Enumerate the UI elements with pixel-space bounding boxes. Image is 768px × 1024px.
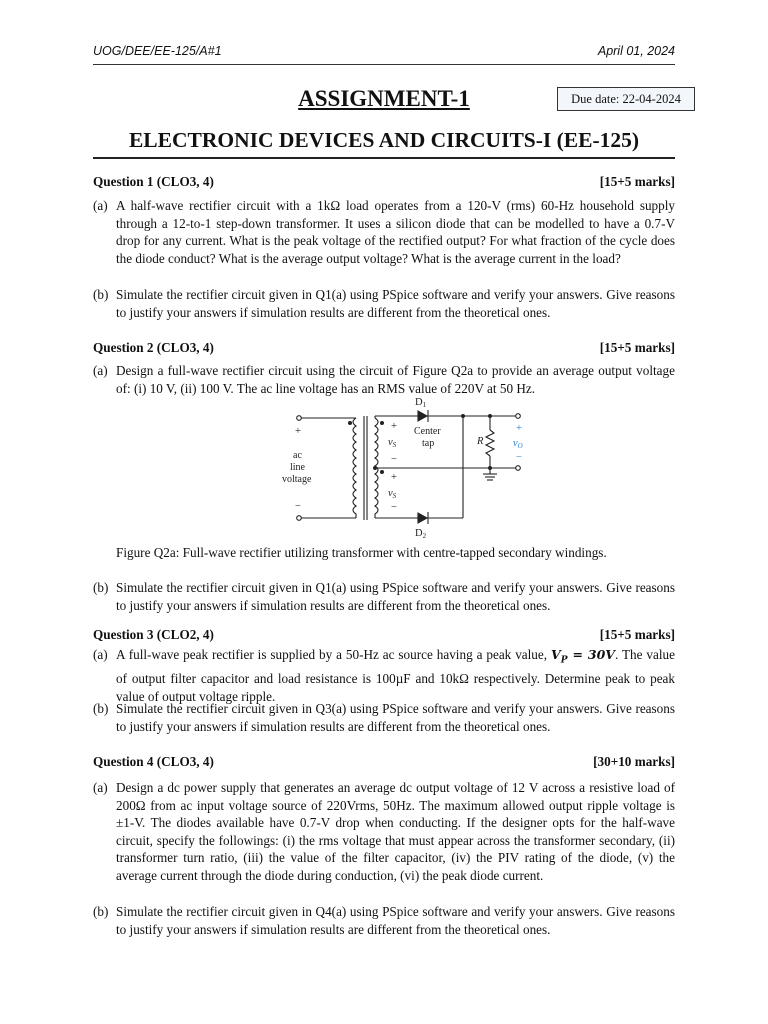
question-title: Question 2 (CLO3, 4) xyxy=(93,340,214,355)
part-text: A full-wave peak rectifier is supplied by a 50-Hz ac source having a peak value, $V_P = 30V$. The value of output filter capacitor and load resistance is 100µF and 10kΩ respectively. Determine peak to peak value of output voltage ripple. xyxy=(116,647,675,704)
question-4-heading xyxy=(93,754,675,770)
page-header xyxy=(93,42,675,65)
question-marks: [15+5 marks] xyxy=(599,174,675,189)
question-title: Question 4 (CLO3, 4) xyxy=(93,754,214,769)
course-title: ELECTRONIC DEVICES AND CIRCUITS-I (EE-125) xyxy=(93,128,675,159)
vs-top-label: vS xyxy=(388,437,397,449)
question-4-part-b xyxy=(93,903,675,938)
question-2-heading xyxy=(93,340,675,356)
part-text: Design a dc power supply that generates an average dc output voltage of 12 V across a resistive load of 200Ω from ac input voltage source of 220Vrms, 50Hz. The maximum allowed output ripple voltage is ±1-V. The diodes available have 0.7-V drop when conducting. If the designer opts for the half-wave circuit, specify the followings: (i) the rms voltage that must appear across the transformer secondary, (ii) transformer turn ratio, (iii) the value of the filter capacitor, (iv) the PIV rating of the diode, (v) the average current through the diode during conduction, (vi) the peak diode current. xyxy=(116,780,675,883)
peak-voltage-math: $V_P = 30V$ xyxy=(550,647,616,666)
part-text: Design a full-wave rectifier circuit using the circuit of Figure Q2a to provide an average output voltage of: (i) 10 V, (ii) 100 V. The ac line voltage has an RMS value of 220V at 50 Hz. xyxy=(116,363,675,396)
ac-line-voltage-label: ac line voltage xyxy=(282,450,312,485)
part-text: Simulate the rectifier circuit given in Q4(a) using PSpice software and verify your answers. Give reasons to justify your answers if simulation results are different from the theoretical ones. xyxy=(116,904,675,937)
secondary-top-plus: + xyxy=(391,421,397,432)
question-marks: [30+10 marks] xyxy=(593,754,675,769)
input-plus-sign: + xyxy=(295,426,301,437)
output-plus-sign: + xyxy=(516,423,522,434)
part-label: (b) xyxy=(93,580,109,595)
question-title: Question 1 (CLO3, 4) xyxy=(93,174,214,189)
full-wave-rectifier-circuit-diagram xyxy=(278,394,538,539)
part-label: (a) xyxy=(93,647,108,662)
vo-label: vO xyxy=(513,438,523,450)
vs-bottom-label: vS xyxy=(388,488,397,500)
part-text: A half-wave rectifier circuit with a 1kΩ load operates from a 120-V (rms) 60-Hz household supply through a 12-to-1 step-down transformer. It uses a silicon diode that can be modelled to have a 0.7-V drop for any current. What is the peak voltage of the rectified output? For what fraction of the cycle does the diode conduct? What is the average output voltage? What is the average current in the load? xyxy=(116,198,675,266)
question-2-part-a xyxy=(93,362,675,397)
document-code: UOG/DEE/EE-125/A#1 xyxy=(93,44,222,58)
part-label: (a) xyxy=(93,780,108,795)
part-label: (b) xyxy=(93,904,109,919)
assignment-title: ASSIGNMENT-1 xyxy=(298,86,470,111)
question-marks: [15+5 marks] xyxy=(599,627,675,642)
question-1-part-a xyxy=(93,197,675,267)
question-title: Question 3 (CLO2, 4) xyxy=(93,627,214,642)
part-label: (b) xyxy=(93,701,109,716)
center-tap-label: Center tap xyxy=(414,426,441,449)
part-text: Simulate the rectifier circuit given in Q1(a) using PSpice software and verify your answers. Give reasons to justify your answers if simulation results are different from the theoretical ones. xyxy=(116,580,675,613)
question-2-part-b xyxy=(93,579,675,614)
secondary-top-minus: − xyxy=(391,454,397,465)
header-date: April 01, 2024 xyxy=(597,44,675,58)
input-minus-sign: − xyxy=(295,501,301,512)
question-3-heading xyxy=(93,627,675,643)
due-date-box: Due date: 22-04-2024 xyxy=(557,87,695,111)
question-1-part-b xyxy=(93,286,675,321)
part-label: (b) xyxy=(93,287,109,302)
question-4-part-a xyxy=(93,779,675,885)
part-label: (a) xyxy=(93,198,108,213)
part-text: Simulate the rectifier circuit given in Q3(a) using PSpice software and verify your answers. Give reasons to justify your answers if simulation results are different from the theoretical ones. xyxy=(116,701,675,734)
question-3-part-b xyxy=(93,700,675,735)
d2-label: D2 xyxy=(415,528,427,539)
secondary-bottom-plus: + xyxy=(391,472,397,483)
secondary-bottom-minus: − xyxy=(391,502,397,513)
part-text: Simulate the rectifier circuit given in Q1(a) using PSpice software and verify your answers. Give reasons to justify your answers if simulation results are different from the theoretical ones. xyxy=(116,287,675,320)
figure-caption: Figure Q2a: Full-wave rectifier utilizing transformer with centre-tapped secondary windings. xyxy=(116,545,607,560)
resistor-label: R xyxy=(477,436,484,447)
output-minus-sign: − xyxy=(516,452,522,463)
d1-label: D1 xyxy=(415,397,427,409)
question-1-heading xyxy=(93,174,675,190)
question-3-part-a xyxy=(93,646,675,705)
part-label: (a) xyxy=(93,363,108,378)
question-marks: [15+5 marks] xyxy=(599,340,675,355)
